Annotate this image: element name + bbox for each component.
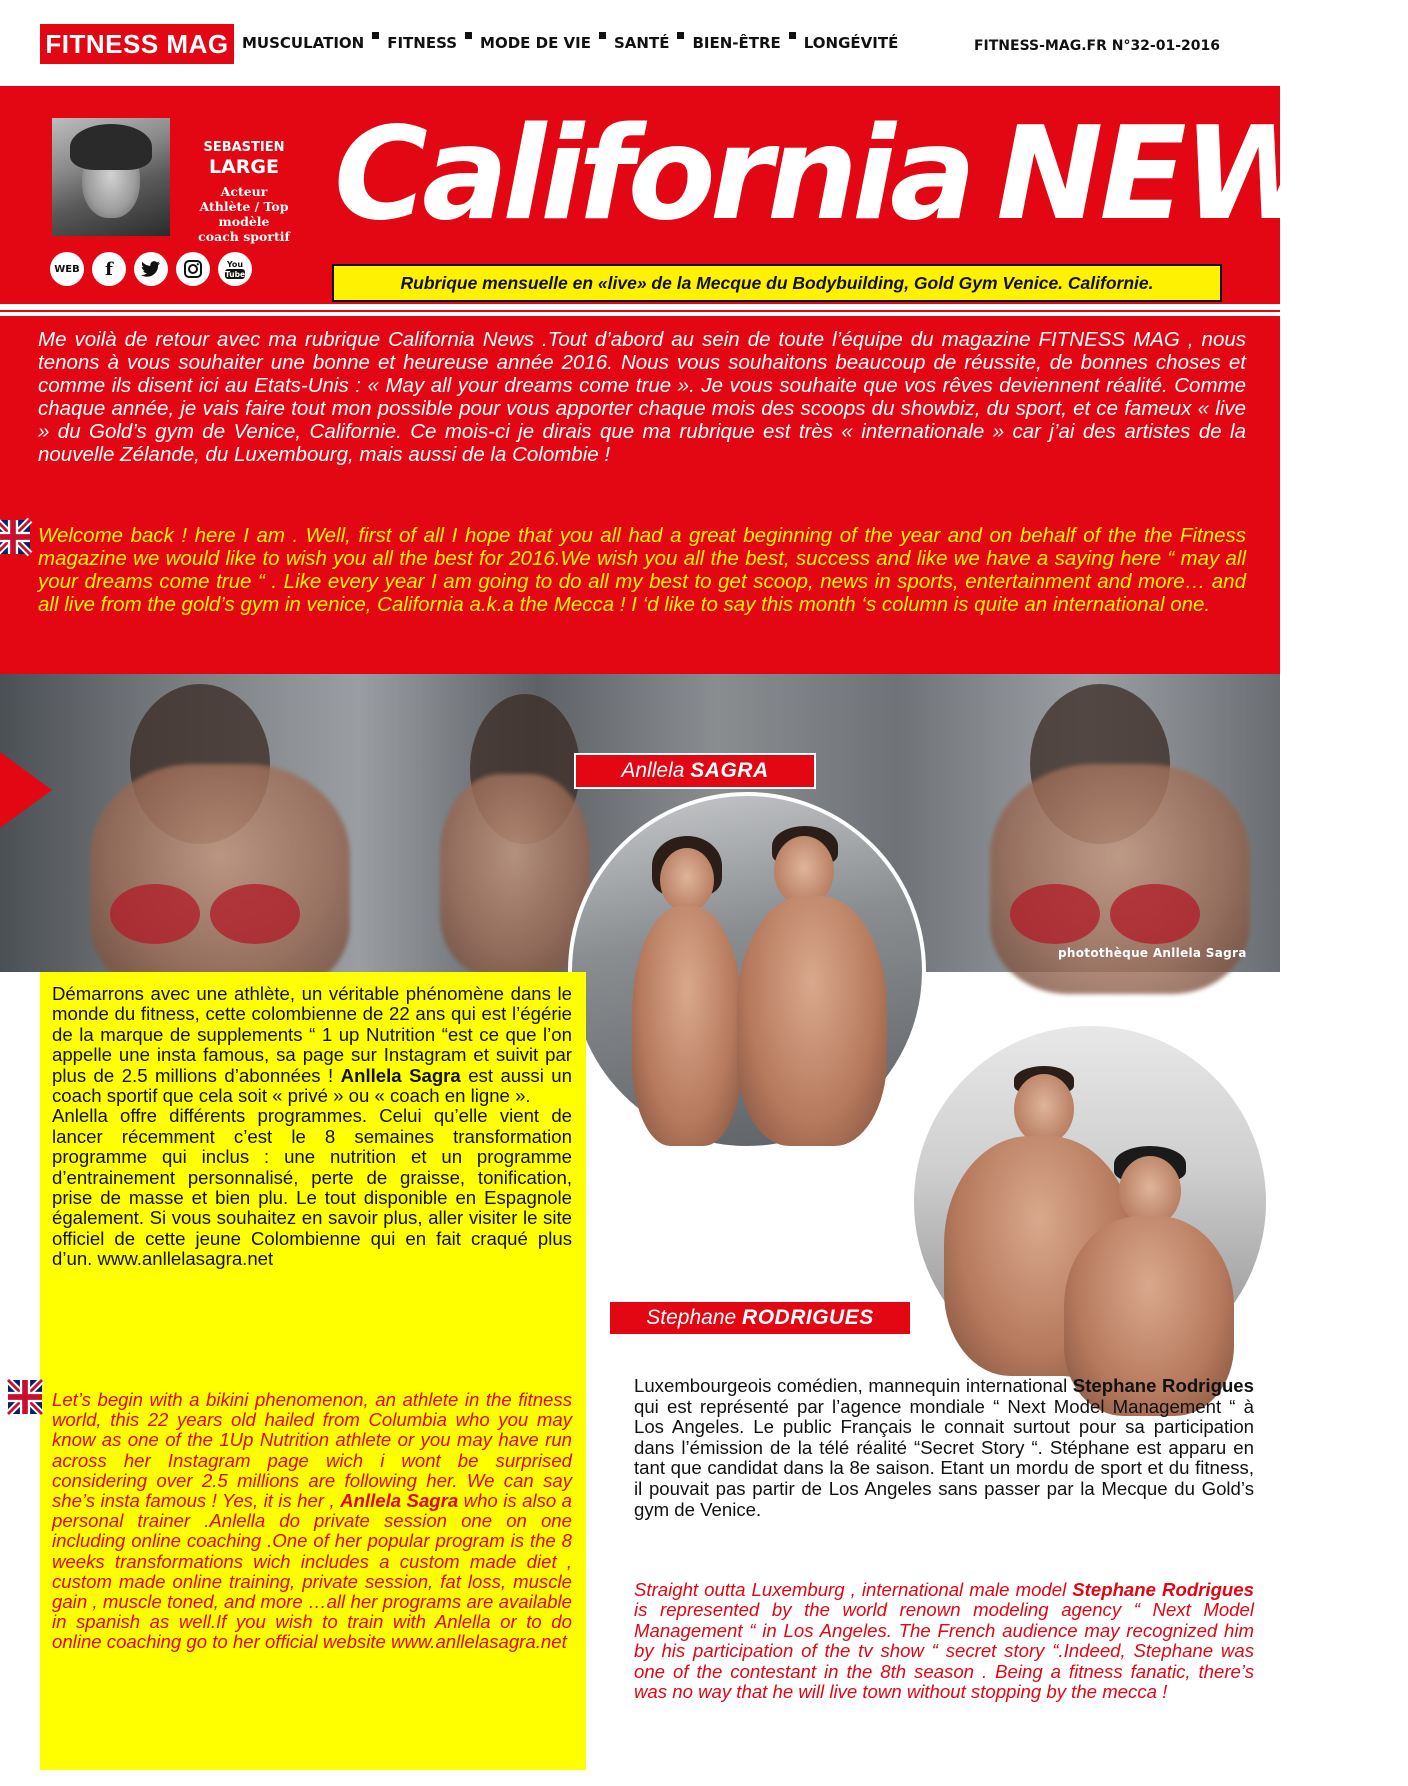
author-roles [186, 184, 302, 244]
label-last-name: SAGRA [690, 759, 769, 782]
facebook-icon[interactable]: f [92, 252, 126, 286]
divider [0, 304, 1280, 310]
anllela-photo [568, 792, 926, 1150]
web-icon[interactable]: WEB [50, 252, 84, 286]
highlight-name: Anllela Sagra [340, 1490, 459, 1512]
instagram-icon[interactable] [176, 252, 210, 286]
author-role: coach sportif [198, 229, 290, 244]
highlight-name: Anllela Sagra [340, 1064, 461, 1086]
uk-flag-icon [8, 1380, 42, 1414]
nav-item-sante[interactable]: SANTÉ [614, 34, 670, 52]
photo-figure [632, 906, 742, 1146]
photo-figure [660, 848, 714, 912]
text: who is also a personal trainer .Anlella do private session one on one including online coaching .One of her popular program is the 8 weeks transformations wich includes a custom made diet , custom made online training, private session, fat loss, muscle gain , muscle toned, and more …all her programs are available in spanish as well.If you wish to train with Anlella or to do online coaching go to her official website www.anllelasagra.net [52, 1490, 572, 1653]
author-hair [70, 124, 152, 170]
youtube-icon[interactable] [218, 252, 252, 286]
issue-number: FITNESS-MAG.FR N°32-01-2016 [973, 38, 1220, 54]
nav-item-longevite[interactable]: LONGÉVITÉ [803, 34, 899, 52]
label-first-name: Anllela [621, 759, 685, 782]
photo-figure [1010, 884, 1100, 944]
text: est aussi un coach sportif que cela soit « privé » ou « coach en ligne ». [52, 1064, 572, 1107]
author-first-name: SEBASTIEN [203, 140, 285, 155]
separator [465, 32, 472, 39]
label-stephane-rodrigues [608, 1300, 912, 1336]
nav-item-bien-etre[interactable]: BIEN-ÊTRE [692, 34, 781, 52]
text: qui est représenté par l’agence mondiale “ Next Model Management “ à Los Angeles. Le public Français le connait surtout pour sa participation dans l’émission de la télé réalité “Secret Story “. Stéphane est apparu en tant que candidat dans la 8e saison. Etant un mordu de sport et du fitness, il pouvait pas partir de Los Angeles sans passer par la Mecque du Gold’s gym de Venice. [634, 1395, 1254, 1520]
photo-figure [210, 884, 300, 944]
photo-figure [110, 884, 200, 944]
highlight-name: Stephane Rodrigues [1072, 1375, 1254, 1396]
title-part-news: NEWS [996, 100, 1408, 249]
twitter-icon[interactable] [134, 252, 168, 286]
text: Straight outta Luxemburg , international male model [634, 1579, 1073, 1600]
nav-item-mode-de-vie[interactable]: MODE DE VIE [480, 34, 591, 52]
svg-text:You: You [226, 260, 244, 269]
author-info [186, 140, 302, 244]
text: Démarrons avec une athlète, un véritable phénomène dans le monde du fitness, cette colombienne de 22 ans qui est l’égérie de la marque de supplements “ 1 up Nutrition “est ce que l’on appelle une insta famous, sa page sur Instagram et suivit par plus de 2.5 millions d’abonnées ! [52, 983, 572, 1086]
paragraph [52, 984, 572, 1106]
arrow-marker [0, 752, 52, 828]
text: Luxembourgeois comédien, mannequin international [634, 1375, 1073, 1396]
photo-figure [90, 764, 350, 994]
author-photo [52, 118, 170, 236]
paragraph: Anlella offre différents programmes. Celui qu’elle vient de lancer récemment c’est le 8 semaines transformation programme qui inclus : une nutrition et un programme d’entrainement personnalisé, perte de graisse, tonification, prise de masse et bien plu. Le tout disponible en Espagnole également. Si vous souhaitez en savoir plus, aller visiter le site officiel de cette jeune Colombienne qui en fait craqué plus d’un. www.anllelasagra.net [52, 1105, 572, 1270]
author-last-name: LARGE [208, 156, 280, 178]
brand-logo[interactable]: FITNESS MAG [40, 24, 234, 64]
stephane-photo [910, 1022, 1270, 1382]
photo-credit: photothèque Anllela Sagra [1058, 946, 1247, 960]
separator [372, 32, 379, 39]
label-anllela-sagra [574, 753, 816, 789]
social-links [50, 252, 252, 286]
separator [599, 32, 606, 39]
tagline: Rubrique mensuelle en «live» de la Mecque du Bodybuilding, Gold Gym Venice. Californie. [332, 264, 1222, 302]
photo-figure [1014, 1074, 1074, 1144]
stephane-french [634, 1376, 1254, 1520]
section-nav [242, 34, 898, 52]
photo-figure [1110, 884, 1200, 944]
svg-text:Tube: Tube [224, 270, 246, 279]
uk-flag-icon [0, 520, 30, 554]
stephane-english [634, 1580, 1254, 1702]
page-title [334, 100, 1408, 250]
nav-item-fitness[interactable]: FITNESS [387, 34, 458, 52]
text: Let’s begin with a bikini phenomenon, an athlete in the fitness world, this 22 years old hailed from Columbia who you may know as one of the 1Up Nutrition athlete or you may have run across her Instagram page wich i wont be surprised considering over 2.5 millions are following her. We can say she’s insta famous ! Yes, it is her , [52, 1389, 572, 1512]
author-role: Acteur [220, 184, 268, 199]
anllela-french [52, 984, 572, 1270]
label-first-name: Stephane [646, 1306, 737, 1329]
anllela-english [52, 1390, 572, 1653]
author-role: Athlète / Top modèle [199, 199, 289, 229]
intro-english: Welcome back ! here I am . Well, first of all I hope that you all had a great beginning of the year and on behalf of the the Fitness magazine we would like to wish you all the best for 2016.We wish you all the best, success and like we have a saying here “ may all your dreams come true “ . Like every year I am going to do all my best to get scoop, news in sports, entertainment and more… and all live from the gold’s gym in venice, California a.k.a the Mecca ! I ‘d like to say this month ‘s column is quite an international one. [38, 524, 1246, 616]
separator [677, 32, 684, 39]
separator [789, 32, 796, 39]
intro-french: Me voilà de retour avec ma rubrique California News .Tout d’abord au sein de toute l’équipe du magazine FITNESS MAG , nous tenons à vous souhaiter une bonne et heureuse année 2016. Nous vous souhaitons beaucoup de réussite, de bonnes choses et comme ils disent ici au Etats-Unis : « May all your dreams come true ». Je vous souhaite que vos rêves deviennent réalité. Comme chaque année, je vais faire tout mon possible pour vous apporter chaque mois des scoops du showbiz, du sport, et ce fameux « live » du Gold’s gym de Venice, Californie. Ce mois-ci je dirais que ma rubrique est très « internationale » car j’ai des artistes de la nouvelle Zélande, du Luxembourg, mais aussi de la Colombie ! [38, 328, 1246, 466]
photo-figure [737, 896, 887, 1146]
label-last-name: RODRIGUES [742, 1306, 874, 1329]
title-part-california: California [334, 100, 971, 249]
text: is represented by the world renown modeling agency “ Next Model Management “ in Los Angeles. The French audience may recognized him by his participation of the tv show “ secret story “.Indeed, Stephane was one of the contestant in the 8th season . Being a fitness fanatic, there’s was no way that he will live town without stopping by the mecca ! [634, 1599, 1254, 1703]
photo-figure [440, 774, 590, 974]
highlight-name: Stephane Rodrigues [1072, 1579, 1254, 1600]
nav-item-musculation[interactable]: MUSCULATION [242, 34, 365, 52]
